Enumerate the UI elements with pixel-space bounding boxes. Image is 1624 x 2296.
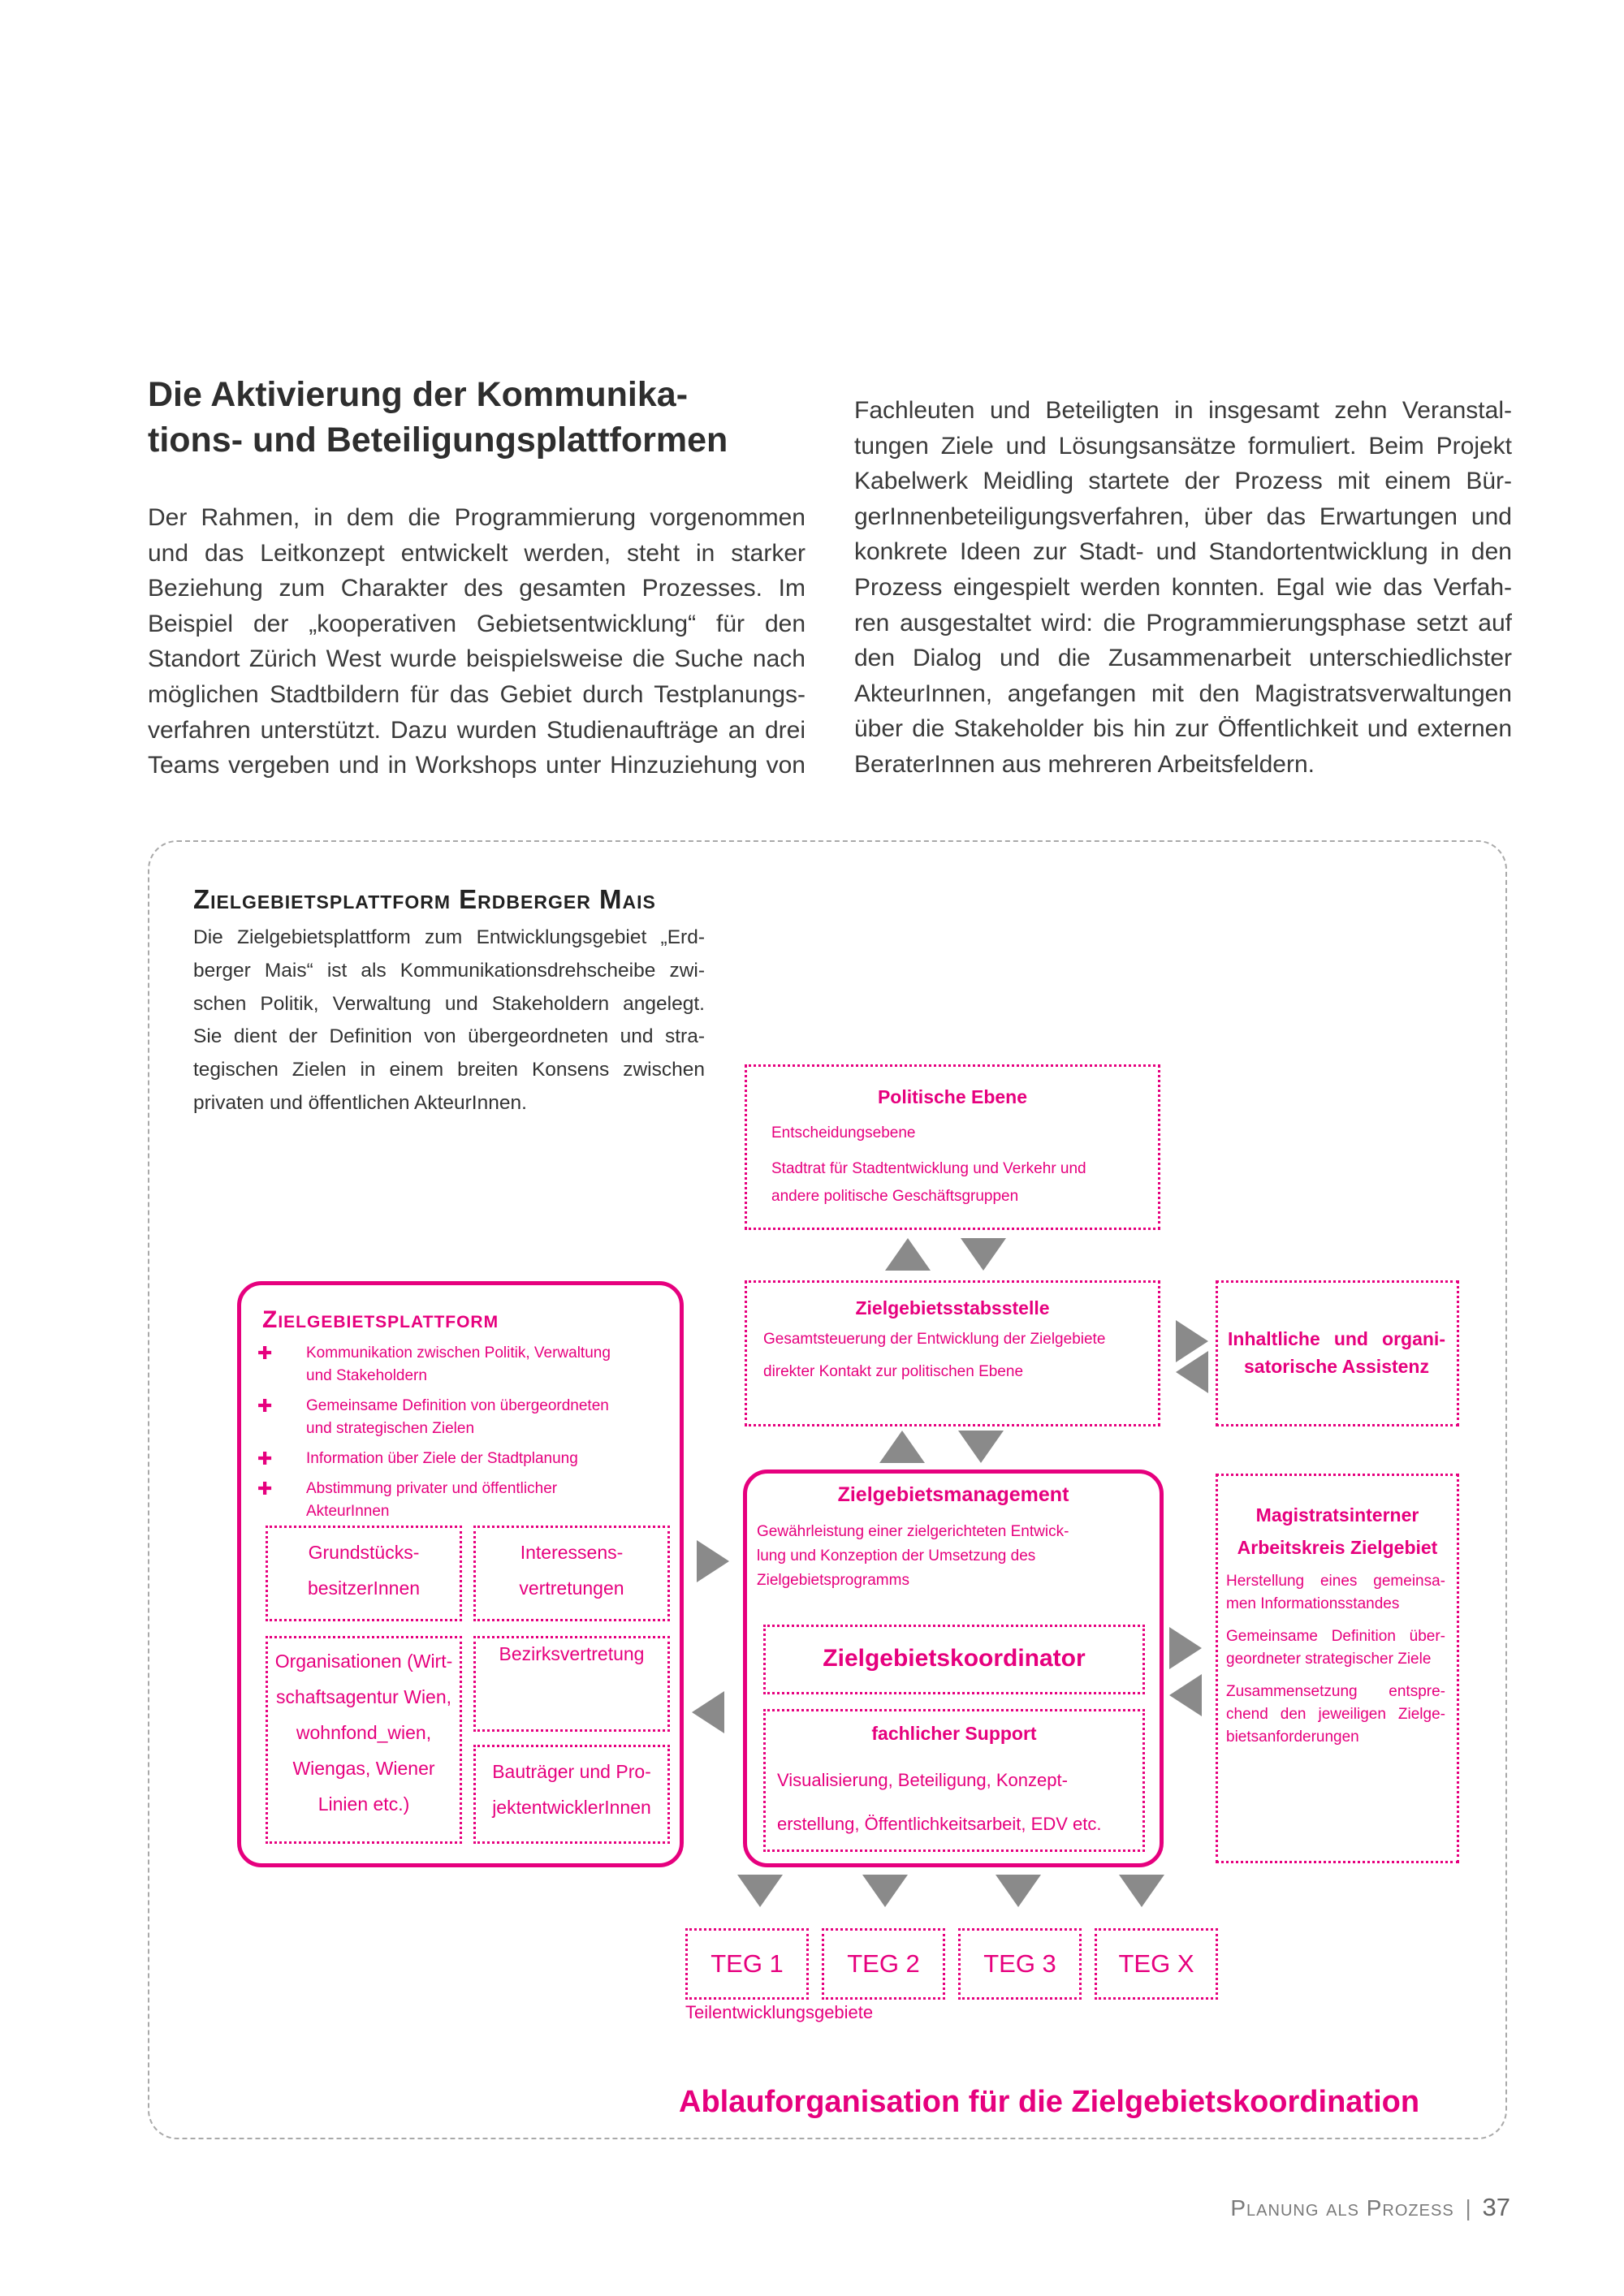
page-footer: [1218, 2193, 1510, 2222]
arrow-left-icon: [1169, 1674, 1202, 1716]
text-line: ren ausgestaltet wird: die Programmierungsphase setzt auf: [854, 609, 1512, 637]
arrow-down-icon: [737, 1875, 783, 1907]
text-line: verfahren unterstützt. Dazu wurden Studienaufträge an drei: [148, 716, 806, 744]
politische-line-3: andere politische Geschäftsgruppen: [771, 1188, 1019, 1205]
teg-caption: Teilentwicklungsgebiete: [685, 2002, 874, 2022]
teg-box: TEG 1: [685, 1928, 809, 2000]
stabsstelle-title: Zielgebietsstabsstelle: [855, 1297, 1050, 1318]
list-item: ✚ Abstimmung privater und öffentlicher AkteurInnen: [257, 1478, 558, 1520]
footer-separator: |: [1465, 2195, 1471, 2220]
text-line: Prozess eingespielt werden konnten. Egal wie das Verfah-: [854, 573, 1512, 601]
text-line: tungen Ziele und Lösungsansätze formuliert. Beim Projekt: [854, 432, 1512, 460]
stabsstelle-line-2: direkter Kontakt zur politischen Ebene: [763, 1363, 1024, 1380]
arrow-right-icon: [1169, 1627, 1202, 1669]
box-intro: [193, 921, 705, 1120]
heading-line-1: Die Aktivierung der Kommunika-: [148, 375, 689, 414]
footer-section: Planung als Prozess: [1230, 2195, 1454, 2220]
assistenz-line-2: satorische Assistenz: [1244, 1356, 1429, 1377]
management-line-1: Gewährleistung einer zielgerichteten Entwick-: [757, 1523, 1069, 1540]
plus-icon: ✚: [257, 1478, 273, 1499]
box-stabsstelle: [745, 1280, 1160, 1426]
management-title: Zielgebietsmanagement: [837, 1483, 1069, 1506]
text-line: Fachleuten und Beteiligten in insgesamt zehn Veranstal-: [854, 397, 1512, 424]
box-zielgebietsplattform: [237, 1281, 684, 1867]
politische-line-1: Entscheidungsebene: [771, 1124, 916, 1142]
box-arbeitskreis: [1216, 1474, 1459, 1863]
plattform-title: Zielgebietsplattform: [262, 1306, 499, 1333]
heading-line-2: tions- und Beteiligungsplattformen: [148, 421, 728, 460]
politische-title: Politische Ebene: [877, 1086, 1028, 1107]
list-item: ✚ Gemeinsame Definition von übergeordneten und strategischen Zielen: [257, 1396, 609, 1437]
text-line: den Dialog und die Zusammenarbeit unterschiedlichster: [854, 645, 1512, 672]
teg-box: TEG X: [1095, 1928, 1218, 2000]
arbeitskreis-text: Herstellung eines gemeinsa- men Informationsstandes Gemeinsame Definition über- geordneter strategischer Ziele Zusammensetzung entspre- chend den jeweiligen Zielge- bietsanforderungen: [1226, 1573, 1445, 1746]
text-line: gerInnenbeteiligungsverfahren, über das Erwartungen und: [854, 503, 1512, 530]
text-line: Standort Zürich West wurde beispielsweise die Suche nach: [148, 645, 806, 673]
body-column-left: [148, 500, 806, 783]
arrow-left-icon: [1176, 1351, 1208, 1393]
cell-organisationen: Organisationen (Wirt- schaftsagentur Wien, wohnfond_wien, Wiengas, Wiener Linien etc.): [266, 1636, 462, 1844]
text-line: Beispiel der „kooperativen Gebietsentwicklung“ für den: [148, 610, 806, 637]
box-assistenz: [1216, 1280, 1459, 1426]
box-zielgebietsmanagement: [743, 1470, 1164, 1867]
list-item: ✚ Kommunikation zwischen Politik, Verwaltung und Stakeholdern: [257, 1343, 611, 1384]
support-line-1: Visualisierung, Beteiligung, Konzept-: [777, 1770, 1068, 1790]
arbeitskreis-title-2: Arbeitskreis Zielgebiet: [1237, 1537, 1438, 1558]
plus-icon: ✚: [257, 1396, 273, 1416]
management-line-2: lung und Konzeption der Umsetzung des: [757, 1547, 1036, 1564]
text-line: Beziehung zum Charakter des gesamten Prozesses. Im: [148, 575, 806, 602]
text-line: möglichen Stadtbildern für das Gebiet durch Testplanungs-: [148, 680, 806, 708]
intro-line: tegischen Zielen in einem breiten Konsens zwischen: [193, 1059, 705, 1081]
page-number: 37: [1482, 2193, 1510, 2221]
intro-line: privaten und öffentlichen AkteurInnen.: [193, 1091, 527, 1114]
teg-box: TEG 3: [958, 1928, 1082, 2000]
text-line: und das Leitkonzept entwickelt werden, steht in starker: [148, 539, 806, 567]
diagram-caption: Ablauforganisation für die Zielgebietskoordination: [679, 2085, 1420, 2119]
text-line: Der Rahmen, in dem die Programmierung vorgenommen: [148, 504, 806, 531]
arbeitskreis-title-1: Magistratsinterner: [1255, 1504, 1419, 1526]
cell-bezirksvertretung: Bezirksvertretung: [473, 1636, 670, 1732]
arrow-left-icon: [692, 1691, 724, 1733]
support-line-2: erstellung, Öffentlichkeitsarbeit, EDV etc.: [777, 1814, 1102, 1834]
arrow-up-icon: [879, 1431, 925, 1463]
stabsstelle-line-1: Gesamtsteuerung der Entwicklung der Zielgebiete: [763, 1331, 1106, 1348]
intro-line: Sie dient der Definition von übergeordneten und stra-: [193, 1025, 705, 1048]
management-line-3: Zielgebietsprogramms: [757, 1572, 909, 1589]
arrow-down-icon: [996, 1875, 1041, 1907]
text-line: Teams vergeben und in Workshops unter Hinzuziehung von: [148, 752, 806, 779]
text-line: AkteurInnen, angefangen mit den Magistratsverwaltungen: [854, 680, 1512, 707]
intro-line: Die Zielgebietsplattform zum Entwicklungsgebiet „Erd-: [193, 926, 705, 948]
page-heading: [148, 372, 814, 463]
arrow-up-icon: [885, 1238, 931, 1271]
list-item: ✚ Information über Ziele der Stadtplanung: [257, 1448, 578, 1469]
teg-box: TEG 2: [822, 1928, 945, 2000]
koordinator-box: Zielgebietskoordinator: [763, 1625, 1145, 1694]
arrow-down-icon: [958, 1431, 1004, 1463]
text-line: konkrete Ideen zur Stadt- und Standortentwicklung in den: [854, 538, 1512, 566]
text-line: BeraterInnen aus mehreren Arbeitsfeldern.: [854, 750, 1315, 778]
politische-line-2: Stadtrat für Stadtentwicklung und Verkehr und: [771, 1160, 1086, 1177]
text-line: Kabelwerk Meidling startete der Prozess mit einem Bür-: [854, 468, 1512, 495]
arrow-right-icon: [697, 1540, 729, 1582]
cell-bautraeger: Bauträger und Pro- jektentwicklerInnen: [473, 1745, 670, 1844]
arrow-down-icon: [1119, 1875, 1164, 1907]
plus-icon: ✚: [257, 1343, 273, 1363]
box-title: Zielgebietsplattform Erdberger Mais: [193, 884, 656, 914]
plus-icon: ✚: [257, 1448, 273, 1469]
body-column-right: [854, 393, 1512, 783]
text-line: über die Stakeholder bis hin zur Öffentlichkeit und externen: [854, 715, 1512, 743]
arrow-down-icon: [961, 1238, 1006, 1271]
box-politische-ebene: [745, 1064, 1160, 1230]
cell-interessensvertretungen: Interessens- vertretungen: [473, 1526, 670, 1621]
intro-line: schen Politik, Verwaltung und Stakeholdern angelegt.: [193, 992, 705, 1015]
arrow-down-icon: [862, 1875, 908, 1907]
cell-grundstuecksbesitzer: Grundstücks- besitzerInnen: [266, 1526, 462, 1621]
assistenz-line-1: Inhaltliche und organi-: [1228, 1328, 1445, 1349]
plattform-bullets: [257, 1342, 663, 1530]
support-box: [763, 1709, 1145, 1852]
support-title: fachlicher Support: [871, 1723, 1037, 1744]
intro-line: berger Mais“ ist als Kommunikationsdrehscheibe zwi-: [193, 959, 705, 982]
